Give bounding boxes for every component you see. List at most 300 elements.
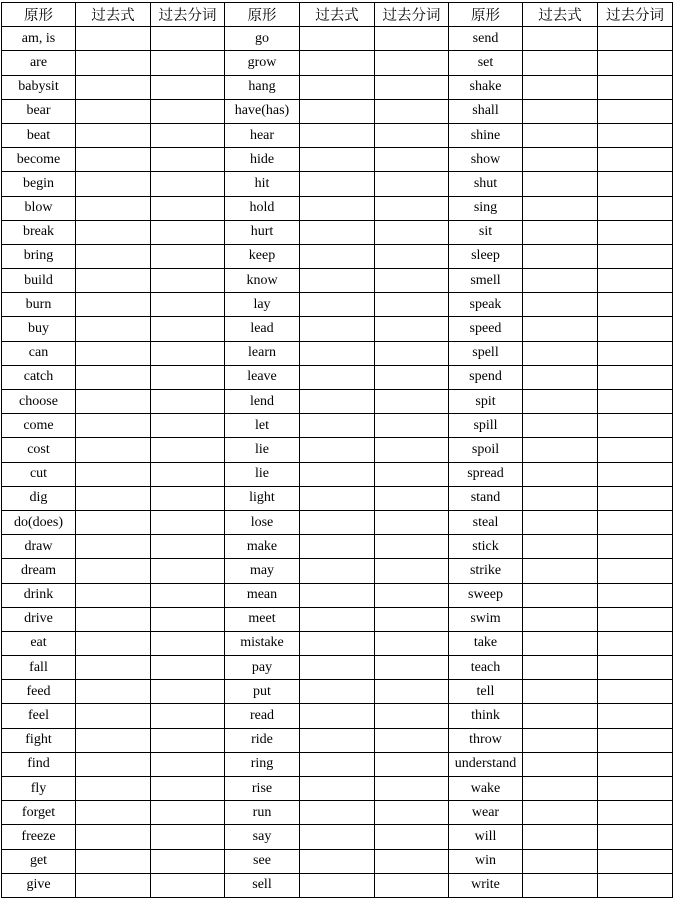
past-participle-cell[interactable] — [375, 583, 449, 607]
past-participle-cell[interactable] — [151, 123, 225, 147]
base-form-cell: come — [2, 414, 76, 438]
past-tense-cell[interactable] — [76, 365, 151, 389]
past-tense-cell[interactable] — [523, 220, 598, 244]
past-tense-cell[interactable] — [76, 341, 151, 365]
past-participle-cell[interactable] — [151, 390, 225, 414]
past-participle-cell[interactable] — [598, 752, 673, 776]
past-participle-cell[interactable] — [375, 849, 449, 873]
past-tense-cell[interactable] — [300, 752, 375, 776]
base-form-cell: build — [2, 269, 76, 293]
past-tense-cell[interactable] — [300, 196, 375, 220]
base-form-cell: sleep — [449, 244, 523, 268]
base-form-cell: rise — [225, 777, 300, 801]
past-tense-cell[interactable] — [523, 341, 598, 365]
past-participle-cell[interactable] — [598, 99, 673, 123]
past-tense-cell[interactable] — [523, 849, 598, 873]
base-form-cell: eat — [2, 631, 76, 655]
past-participle-cell[interactable] — [598, 704, 673, 728]
table-row — [2, 849, 673, 873]
past-tense-cell[interactable] — [300, 728, 375, 752]
past-participle-cell[interactable] — [151, 510, 225, 534]
past-participle-cell[interactable] — [151, 656, 225, 680]
past-tense-cell[interactable] — [523, 631, 598, 655]
past-tense-cell[interactable] — [300, 535, 375, 559]
past-participle-cell[interactable] — [598, 607, 673, 631]
past-tense-cell[interactable] — [76, 75, 151, 99]
past-participle-cell[interactable] — [151, 631, 225, 655]
past-tense-cell[interactable] — [300, 27, 375, 51]
base-form-cell: lie — [225, 462, 300, 486]
past-tense-cell[interactable] — [76, 317, 151, 341]
base-form-cell: ring — [225, 752, 300, 776]
base-form-cell: send — [449, 27, 523, 51]
past-participle-cell[interactable] — [151, 51, 225, 75]
past-participle-cell[interactable] — [375, 244, 449, 268]
base-form-cell: spill — [449, 414, 523, 438]
base-form-cell: fly — [2, 777, 76, 801]
base-form-cell: mean — [225, 583, 300, 607]
base-form-cell: sell — [225, 873, 300, 897]
base-form-cell: strike — [449, 559, 523, 583]
past-tense-cell[interactable] — [300, 51, 375, 75]
table-row — [2, 365, 673, 389]
past-tense-cell[interactable] — [76, 220, 151, 244]
past-tense-cell[interactable] — [523, 148, 598, 172]
past-tense-cell[interactable] — [300, 849, 375, 873]
past-tense-cell[interactable] — [523, 196, 598, 220]
past-participle-cell[interactable] — [598, 680, 673, 704]
past-tense-cell[interactable] — [300, 293, 375, 317]
base-form-cell: know — [225, 269, 300, 293]
past-tense-cell[interactable] — [523, 51, 598, 75]
past-participle-cell[interactable] — [151, 873, 225, 897]
past-participle-cell[interactable] — [598, 27, 673, 51]
past-participle-cell[interactable] — [151, 462, 225, 486]
past-participle-cell[interactable] — [375, 825, 449, 849]
past-participle-cell[interactable] — [598, 728, 673, 752]
base-form-cell: cost — [2, 438, 76, 462]
past-participle-cell[interactable] — [598, 438, 673, 462]
base-form-cell: bring — [2, 244, 76, 268]
past-tense-cell[interactable] — [76, 607, 151, 631]
past-tense-cell[interactable] — [523, 172, 598, 196]
past-participle-cell[interactable] — [375, 269, 449, 293]
past-tense-cell[interactable] — [76, 535, 151, 559]
past-tense-cell[interactable] — [523, 535, 598, 559]
past-participle-cell[interactable] — [151, 172, 225, 196]
past-tense-cell[interactable] — [76, 148, 151, 172]
past-tense-cell[interactable] — [300, 873, 375, 897]
past-tense-cell[interactable] — [300, 269, 375, 293]
table-row — [2, 631, 673, 655]
past-tense-cell[interactable] — [76, 680, 151, 704]
past-tense-cell[interactable] — [300, 631, 375, 655]
past-participle-cell[interactable] — [598, 75, 673, 99]
base-form-cell: begin — [2, 172, 76, 196]
base-form-cell: show — [449, 148, 523, 172]
header-base-form: 原形 — [2, 3, 76, 27]
past-participle-cell[interactable] — [151, 317, 225, 341]
past-tense-cell[interactable] — [300, 172, 375, 196]
base-form-cell: swim — [449, 607, 523, 631]
past-participle-cell[interactable] — [151, 99, 225, 123]
past-tense-cell[interactable] — [523, 317, 598, 341]
past-participle-cell[interactable] — [598, 559, 673, 583]
past-participle-cell[interactable] — [598, 123, 673, 147]
past-participle-cell[interactable] — [151, 269, 225, 293]
past-tense-cell[interactable] — [523, 99, 598, 123]
past-tense-cell[interactable] — [523, 559, 598, 583]
past-tense-cell[interactable] — [76, 51, 151, 75]
past-participle-cell[interactable] — [598, 172, 673, 196]
past-tense-cell[interactable] — [300, 680, 375, 704]
past-tense-cell[interactable] — [300, 704, 375, 728]
past-participle-cell[interactable] — [151, 486, 225, 510]
past-tense-cell[interactable] — [300, 99, 375, 123]
past-participle-cell[interactable] — [375, 365, 449, 389]
base-form-cell: stick — [449, 535, 523, 559]
past-participle-cell[interactable] — [375, 75, 449, 99]
past-tense-cell[interactable] — [76, 390, 151, 414]
past-participle-cell[interactable] — [598, 849, 673, 873]
past-participle-cell[interactable] — [598, 51, 673, 75]
past-participle-cell[interactable] — [375, 873, 449, 897]
past-participle-cell[interactable] — [375, 704, 449, 728]
past-participle-cell[interactable] — [151, 75, 225, 99]
past-participle-cell[interactable] — [151, 438, 225, 462]
past-tense-cell[interactable] — [300, 801, 375, 825]
past-participle-cell[interactable] — [375, 680, 449, 704]
past-tense-cell[interactable] — [76, 631, 151, 655]
table-row — [2, 704, 673, 728]
past-participle-cell[interactable] — [375, 99, 449, 123]
past-tense-cell[interactable] — [523, 462, 598, 486]
base-form-cell: am, is — [2, 27, 76, 51]
base-form-cell: pay — [225, 656, 300, 680]
base-form-cell: keep — [225, 244, 300, 268]
past-tense-cell[interactable] — [300, 341, 375, 365]
base-form-cell: freeze — [2, 825, 76, 849]
past-participle-cell[interactable] — [151, 583, 225, 607]
past-tense-cell[interactable] — [523, 656, 598, 680]
past-tense-cell[interactable] — [76, 438, 151, 462]
table-row — [2, 583, 673, 607]
past-participle-cell[interactable] — [375, 777, 449, 801]
base-form-cell: hear — [225, 123, 300, 147]
past-participle-cell[interactable] — [151, 293, 225, 317]
past-tense-cell[interactable] — [76, 462, 151, 486]
past-participle-cell[interactable] — [151, 220, 225, 244]
past-tense-cell[interactable] — [76, 583, 151, 607]
base-form-cell: tell — [449, 680, 523, 704]
past-participle-cell[interactable] — [598, 873, 673, 897]
past-participle-cell[interactable] — [375, 535, 449, 559]
base-form-cell: lead — [225, 317, 300, 341]
base-form-cell: fight — [2, 728, 76, 752]
past-participle-cell[interactable] — [151, 849, 225, 873]
past-participle-cell[interactable] — [598, 510, 673, 534]
header-past-participle: 过去分词 — [375, 3, 449, 27]
past-participle-cell[interactable] — [151, 414, 225, 438]
past-tense-cell[interactable] — [523, 293, 598, 317]
past-tense-cell[interactable] — [300, 75, 375, 99]
past-tense-cell[interactable] — [300, 390, 375, 414]
table-row — [2, 656, 673, 680]
base-form-cell: shine — [449, 123, 523, 147]
past-participle-cell[interactable] — [598, 365, 673, 389]
base-form-cell: spoil — [449, 438, 523, 462]
past-tense-cell[interactable] — [76, 801, 151, 825]
past-participle-cell[interactable] — [598, 317, 673, 341]
past-participle-cell[interactable] — [151, 148, 225, 172]
base-form-cell: do(does) — [2, 510, 76, 534]
past-tense-cell[interactable] — [523, 365, 598, 389]
past-participle-cell[interactable] — [375, 510, 449, 534]
past-tense-cell[interactable] — [523, 438, 598, 462]
base-form-cell: stand — [449, 486, 523, 510]
table-row — [2, 220, 673, 244]
past-tense-cell[interactable] — [300, 583, 375, 607]
past-participle-cell[interactable] — [151, 196, 225, 220]
past-participle-cell[interactable] — [598, 777, 673, 801]
past-tense-cell[interactable] — [523, 680, 598, 704]
past-tense-cell[interactable] — [523, 752, 598, 776]
past-tense-cell[interactable] — [523, 486, 598, 510]
past-participle-cell[interactable] — [375, 51, 449, 75]
past-participle-cell[interactable] — [375, 438, 449, 462]
past-participle-cell[interactable] — [375, 559, 449, 583]
past-tense-cell[interactable] — [300, 414, 375, 438]
base-form-cell: blow — [2, 196, 76, 220]
past-tense-cell[interactable] — [300, 438, 375, 462]
table-row — [2, 777, 673, 801]
past-participle-cell[interactable] — [375, 293, 449, 317]
past-tense-cell[interactable] — [300, 148, 375, 172]
past-participle-cell[interactable] — [598, 269, 673, 293]
base-form-cell: set — [449, 51, 523, 75]
past-participle-cell[interactable] — [151, 728, 225, 752]
past-participle-cell[interactable] — [598, 390, 673, 414]
past-tense-cell[interactable] — [300, 510, 375, 534]
past-tense-cell[interactable] — [523, 27, 598, 51]
past-participle-cell[interactable] — [598, 801, 673, 825]
table-row — [2, 607, 673, 631]
base-form-cell: speed — [449, 317, 523, 341]
past-participle-cell[interactable] — [375, 462, 449, 486]
past-tense-cell[interactable] — [523, 75, 598, 99]
past-participle-cell[interactable] — [375, 27, 449, 51]
table-row — [2, 123, 673, 147]
past-tense-cell[interactable] — [523, 244, 598, 268]
past-tense-cell[interactable] — [300, 607, 375, 631]
past-tense-cell[interactable] — [300, 220, 375, 244]
past-tense-cell[interactable] — [300, 317, 375, 341]
past-participle-cell[interactable] — [375, 801, 449, 825]
past-participle-cell[interactable] — [598, 462, 673, 486]
past-tense-cell[interactable] — [76, 269, 151, 293]
header-past-tense: 过去式 — [523, 3, 598, 27]
base-form-cell: grow — [225, 51, 300, 75]
past-participle-cell[interactable] — [375, 414, 449, 438]
past-tense-cell[interactable] — [523, 510, 598, 534]
past-tense-cell[interactable] — [523, 414, 598, 438]
past-participle-cell[interactable] — [375, 220, 449, 244]
table-row — [2, 825, 673, 849]
past-participle-cell[interactable] — [375, 196, 449, 220]
past-participle-cell[interactable] — [375, 148, 449, 172]
base-form-cell: run — [225, 801, 300, 825]
past-tense-cell[interactable] — [76, 172, 151, 196]
past-participle-cell[interactable] — [598, 293, 673, 317]
past-participle-cell[interactable] — [151, 607, 225, 631]
past-tense-cell[interactable] — [76, 244, 151, 268]
past-participle-cell[interactable] — [151, 341, 225, 365]
base-form-cell: draw — [2, 535, 76, 559]
base-form-cell: spread — [449, 462, 523, 486]
past-tense-cell[interactable] — [300, 777, 375, 801]
past-participle-cell[interactable] — [151, 365, 225, 389]
past-participle-cell[interactable] — [375, 390, 449, 414]
past-participle-cell[interactable] — [151, 559, 225, 583]
base-form-cell: will — [449, 825, 523, 849]
past-tense-cell[interactable] — [76, 704, 151, 728]
past-tense-cell[interactable] — [76, 849, 151, 873]
past-participle-cell[interactable] — [375, 486, 449, 510]
base-form-cell: can — [2, 341, 76, 365]
past-participle-cell[interactable] — [151, 752, 225, 776]
past-tense-cell[interactable] — [76, 27, 151, 51]
past-tense-cell[interactable] — [300, 486, 375, 510]
table-row — [2, 752, 673, 776]
table-row — [2, 99, 673, 123]
past-tense-cell[interactable] — [523, 704, 598, 728]
base-form-cell: wear — [449, 801, 523, 825]
past-participle-cell[interactable] — [598, 486, 673, 510]
past-tense-cell[interactable] — [300, 244, 375, 268]
base-form-cell: hang — [225, 75, 300, 99]
past-participle-cell[interactable] — [598, 196, 673, 220]
past-participle-cell[interactable] — [375, 317, 449, 341]
past-participle-cell[interactable] — [151, 244, 225, 268]
past-tense-cell[interactable] — [523, 825, 598, 849]
past-tense-cell[interactable] — [523, 390, 598, 414]
past-tense-cell[interactable] — [523, 583, 598, 607]
past-participle-cell[interactable] — [598, 631, 673, 655]
base-form-cell: shake — [449, 75, 523, 99]
past-participle-cell[interactable] — [151, 801, 225, 825]
base-form-cell: break — [2, 220, 76, 244]
past-participle-cell[interactable] — [375, 631, 449, 655]
past-participle-cell[interactable] — [375, 607, 449, 631]
past-participle-cell[interactable] — [151, 825, 225, 849]
table-row — [2, 680, 673, 704]
base-form-cell: write — [449, 873, 523, 897]
base-form-cell: choose — [2, 390, 76, 414]
past-tense-cell[interactable] — [76, 99, 151, 123]
past-participle-cell[interactable] — [598, 535, 673, 559]
past-participle-cell[interactable] — [598, 414, 673, 438]
past-participle-cell[interactable] — [598, 148, 673, 172]
past-participle-cell[interactable] — [375, 341, 449, 365]
past-participle-cell[interactable] — [375, 172, 449, 196]
past-tense-cell[interactable] — [76, 825, 151, 849]
past-tense-cell[interactable] — [523, 607, 598, 631]
table-row — [2, 269, 673, 293]
past-participle-cell[interactable] — [375, 656, 449, 680]
past-tense-cell[interactable] — [76, 752, 151, 776]
past-tense-cell[interactable] — [523, 873, 598, 897]
past-tense-cell[interactable] — [523, 777, 598, 801]
base-form-cell: meet — [225, 607, 300, 631]
past-participle-cell[interactable] — [375, 752, 449, 776]
base-form-cell: teach — [449, 656, 523, 680]
past-tense-cell[interactable] — [76, 656, 151, 680]
past-tense-cell[interactable] — [300, 365, 375, 389]
past-tense-cell[interactable] — [76, 510, 151, 534]
past-tense-cell[interactable] — [76, 873, 151, 897]
past-participle-cell[interactable] — [151, 680, 225, 704]
past-participle-cell[interactable] — [598, 244, 673, 268]
past-participle-cell[interactable] — [598, 825, 673, 849]
base-form-cell: hit — [225, 172, 300, 196]
past-tense-cell[interactable] — [300, 656, 375, 680]
past-tense-cell[interactable] — [300, 462, 375, 486]
base-form-cell: find — [2, 752, 76, 776]
past-tense-cell[interactable] — [523, 123, 598, 147]
past-tense-cell[interactable] — [300, 123, 375, 147]
past-tense-cell[interactable] — [523, 728, 598, 752]
base-form-cell: hurt — [225, 220, 300, 244]
past-participle-cell[interactable] — [598, 220, 673, 244]
past-participle-cell[interactable] — [151, 535, 225, 559]
base-form-cell: hide — [225, 148, 300, 172]
base-form-cell: buy — [2, 317, 76, 341]
base-form-cell: fall — [2, 656, 76, 680]
past-tense-cell[interactable] — [300, 825, 375, 849]
base-form-cell: go — [225, 27, 300, 51]
base-form-cell: feel — [2, 704, 76, 728]
past-tense-cell[interactable] — [523, 801, 598, 825]
past-participle-cell[interactable] — [151, 27, 225, 51]
base-form-cell: see — [225, 849, 300, 873]
past-tense-cell[interactable] — [76, 123, 151, 147]
past-tense-cell[interactable] — [76, 559, 151, 583]
header-past-tense: 过去式 — [300, 3, 375, 27]
base-form-cell: lend — [225, 390, 300, 414]
past-participle-cell[interactable] — [151, 777, 225, 801]
header-past-participle: 过去分词 — [598, 3, 673, 27]
past-participle-cell[interactable] — [375, 123, 449, 147]
past-participle-cell[interactable] — [151, 704, 225, 728]
base-form-cell: wake — [449, 777, 523, 801]
base-form-cell: put — [225, 680, 300, 704]
past-tense-cell[interactable] — [76, 414, 151, 438]
table-row — [2, 317, 673, 341]
past-tense-cell[interactable] — [300, 559, 375, 583]
past-tense-cell[interactable] — [76, 196, 151, 220]
past-tense-cell[interactable] — [76, 486, 151, 510]
past-participle-cell[interactable] — [598, 583, 673, 607]
base-form-cell: ride — [225, 728, 300, 752]
past-tense-cell[interactable] — [76, 293, 151, 317]
past-participle-cell[interactable] — [598, 656, 673, 680]
past-tense-cell[interactable] — [76, 777, 151, 801]
past-tense-cell[interactable] — [523, 269, 598, 293]
past-participle-cell[interactable] — [375, 728, 449, 752]
past-participle-cell[interactable] — [598, 341, 673, 365]
past-tense-cell[interactable] — [76, 728, 151, 752]
base-form-cell: say — [225, 825, 300, 849]
